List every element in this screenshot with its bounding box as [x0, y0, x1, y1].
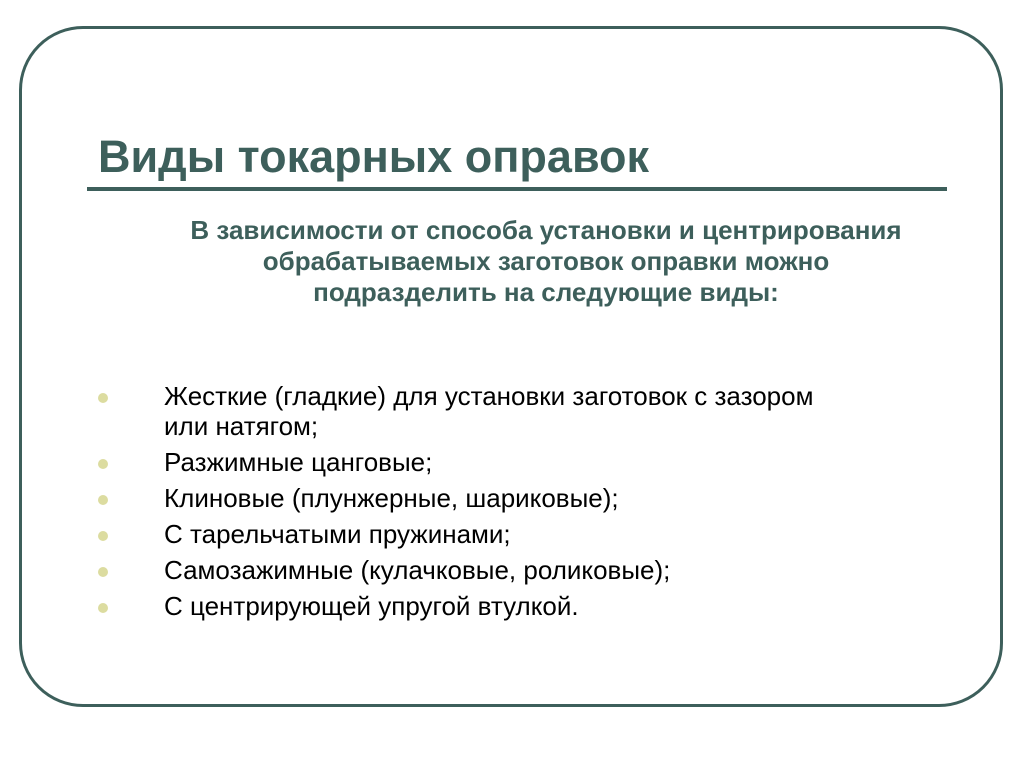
list-item: [96, 447, 856, 477]
list-item-text: С тарельчатыми пружинами;: [164, 519, 511, 549]
list-item: [96, 519, 856, 549]
list-item: [96, 381, 856, 441]
intro-text: В зависимости от способа установки и центрирования обрабатываемых заготовок оправки можно подразделить на следующие виды:: [190, 215, 902, 307]
list-item: [96, 591, 856, 621]
title-underline: [87, 187, 947, 191]
slide-title: Виды токарных оправок: [98, 131, 650, 182]
bullet-dot-icon: [98, 393, 108, 403]
list-item-text: Клиновые (плунжерные, шариковые);: [164, 483, 619, 513]
bullet-dot-icon: [98, 495, 108, 505]
list-item: [96, 483, 856, 513]
list-item: [96, 555, 856, 585]
list-item-text: Самозажимные (кулачковые, роликовые);: [164, 555, 671, 585]
bullet-dot-icon: [98, 531, 108, 541]
list-item-text: С центрирующей упругой втулкой.: [164, 591, 579, 621]
list-item-text: Разжимные цанговые;: [164, 447, 433, 477]
list-item-text: Жесткие (гладкие) для установки заготовок с зазором или натягом;: [164, 381, 814, 441]
bullet-dot-icon: [98, 603, 108, 613]
bullet-dot-icon: [98, 459, 108, 469]
bullet-dot-icon: [98, 567, 108, 577]
mandrel-types-list: [96, 381, 856, 627]
